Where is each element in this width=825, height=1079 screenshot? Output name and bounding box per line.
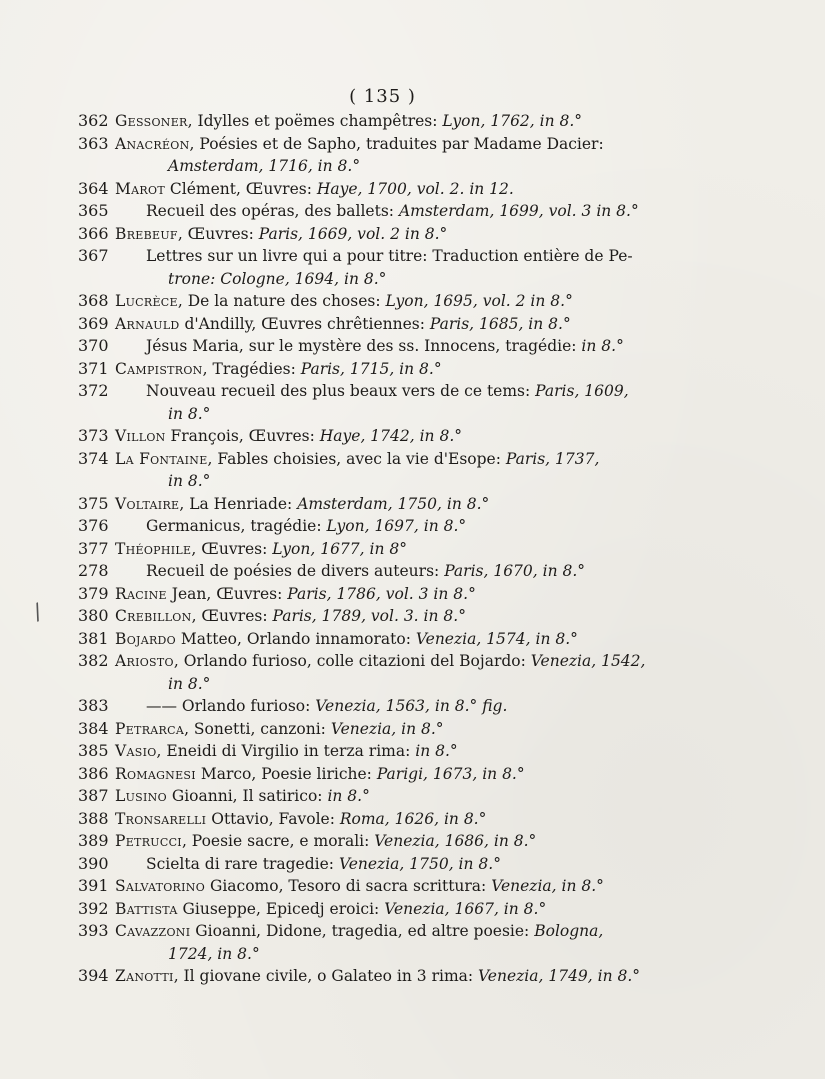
- entry-number: 388: [78, 808, 109, 828]
- entry-text: [115, 875, 604, 898]
- catalog-entry: [78, 830, 690, 853]
- catalog-entry: [78, 965, 690, 988]
- entry-title: Jean, Œuvres:: [166, 584, 288, 603]
- catalog-entry: [78, 628, 690, 651]
- entry-author: Gessoner: [115, 112, 188, 130]
- entry-title: Jésus Maria, sur le mystère des ss. Innocens, tragédie:: [146, 337, 582, 355]
- entry-title: , Œuvres:: [191, 539, 273, 558]
- entry-title: , Poésies et de Sapho, traduites par Madame Dacier:: [189, 134, 604, 153]
- entry-imprint: Venezia, 1750, in 8.°: [338, 854, 501, 873]
- entry-author: Théophile: [115, 539, 192, 558]
- entry-text: [146, 200, 639, 223]
- entry-text: [115, 538, 407, 561]
- entry-imprint: Venezia, 1563, in 8.° fig.: [315, 697, 508, 715]
- entry-title: Marco, Poesie liriche:: [195, 764, 377, 783]
- entry-title: , Orlando furioso, colle citazioni del Bojardo:: [173, 652, 531, 670]
- entry-author: Lucrèce: [115, 292, 178, 310]
- entry-author: Marot: [115, 179, 165, 198]
- catalog-entry: [78, 605, 690, 628]
- entry-imprint: Roma, 1626, in 8.°: [339, 809, 487, 828]
- entry-title: Germanicus, tragédie:: [146, 517, 327, 535]
- entry-continuation: Amsterdam, 1716, in 8.°: [168, 157, 361, 175]
- entry-author: Brebeuf: [115, 224, 178, 243]
- entry-author: Cavazzoni: [115, 922, 191, 940]
- catalog-entry: [78, 223, 690, 246]
- entry-number: 393: [78, 921, 109, 940]
- entry-imprint: Haye, 1700, vol. 2. in 12.: [316, 179, 514, 198]
- entry-text: [146, 380, 629, 403]
- entry-title: , Sonetti, canzoni:: [184, 719, 331, 738]
- entry-number: 373: [78, 426, 109, 445]
- entry-number: 384: [78, 718, 109, 738]
- entry-imprint: Paris, 1786, vol. 3 in 8.°: [287, 584, 476, 603]
- entry-imprint: Amsterdam, 1699, vol. 3 in 8.°: [398, 202, 639, 220]
- catalog-entry-continuation: [78, 268, 690, 291]
- entry-text: [146, 245, 633, 268]
- entry-text: [115, 808, 486, 831]
- entry-text: [146, 560, 585, 583]
- entry-number: 381: [78, 628, 109, 648]
- entry-number: 394: [78, 966, 109, 985]
- entry-text: [115, 133, 604, 156]
- entry-text: [115, 290, 573, 313]
- catalog-entry: [78, 178, 690, 201]
- entry-number: 375: [78, 493, 109, 513]
- entry-text: [115, 178, 514, 201]
- entry-title: Nouveau recueil des plus beaux vers de ce tems:: [146, 382, 536, 400]
- catalog-entry: [78, 335, 690, 358]
- entry-text: [115, 920, 603, 943]
- catalog-entry: [78, 425, 690, 448]
- entry-author: Petrarca: [115, 719, 185, 738]
- entry-title: Matteo, Orlando innamorato:: [175, 629, 416, 648]
- entry-number: 379: [78, 583, 109, 603]
- entry-author: Arnauld: [115, 314, 180, 333]
- catalog-entry: [78, 448, 690, 471]
- entry-imprint: Paris, 1609,: [535, 382, 629, 400]
- entry-number: 370: [78, 336, 109, 355]
- entry-number: 363: [78, 133, 109, 153]
- entry-number: 278: [78, 561, 109, 580]
- entry-text: [115, 628, 578, 651]
- catalog-entry: [78, 493, 690, 516]
- entry-imprint: Lyon, 1762, in 8.°: [442, 112, 583, 130]
- entry-number: 367: [78, 246, 109, 265]
- entry-number: 391: [78, 876, 109, 895]
- entry-number: 369: [78, 313, 109, 333]
- entry-title: François, Œuvres:: [165, 427, 320, 445]
- catalog-entry-continuation: [78, 673, 690, 696]
- entry-author: Anacréon: [115, 134, 190, 153]
- entry-text: [115, 763, 525, 786]
- entry-author: Battista: [115, 899, 178, 918]
- catalog-entry: [78, 245, 690, 268]
- entry-imprint: Paris, 1715, in 8.°: [300, 359, 442, 378]
- entry-text: [115, 425, 462, 448]
- entry-imprint: Lyon, 1677, in 8°: [272, 539, 407, 558]
- catalog-entry: [78, 740, 690, 763]
- page-number: ( 135 ): [349, 86, 416, 107]
- entry-text: [115, 313, 571, 336]
- entry-text: [115, 830, 536, 853]
- entry-title: , Œuvres:: [191, 607, 273, 625]
- entry-title: , De la nature des choses:: [177, 292, 386, 310]
- catalog-entry: [78, 515, 690, 538]
- entry-number: 380: [78, 606, 109, 625]
- entry-title: Recueil des opéras, des ballets:: [146, 202, 399, 220]
- entry-imprint: Paris, 1789, vol. 3. in 8.°: [272, 607, 466, 625]
- catalog-entry: [78, 920, 690, 943]
- entry-author: Romagnesi: [115, 764, 196, 783]
- entry-title: , Œuvres:: [177, 224, 259, 243]
- entry-number: 371: [78, 358, 109, 378]
- entry-title: —— Orlando furioso:: [146, 697, 316, 715]
- entry-imprint: in 8.°: [327, 787, 370, 805]
- entry-title: d'Andilly, Œuvres chrêtiennes:: [179, 314, 430, 333]
- entry-imprint: Venezia, in 8.°: [491, 877, 604, 895]
- entry-number: 392: [78, 898, 109, 918]
- entry-continuation: trone: Cologne, 1694, in 8.°: [168, 269, 387, 288]
- entry-imprint: in 8.°: [581, 337, 624, 355]
- entry-imprint: Lyon, 1697, in 8.°: [326, 517, 467, 535]
- entry-text: [115, 740, 458, 763]
- entry-number: 362: [78, 111, 109, 130]
- entry-continuation: 1724, in 8.°: [168, 944, 260, 963]
- margin-pencil-mark: /: [29, 599, 46, 626]
- catalog-entry: [78, 538, 690, 561]
- catalog-entry: [78, 560, 690, 583]
- entry-text: [146, 853, 501, 876]
- entry-number: 386: [78, 763, 109, 783]
- entry-continuation: in 8.°: [168, 472, 211, 490]
- catalog-entry: [78, 290, 690, 313]
- entry-text: [115, 493, 489, 516]
- catalog-entry: [78, 380, 690, 403]
- entry-imprint: Parigi, 1673, in 8.°: [376, 764, 525, 783]
- entry-imprint: Venezia, in 8.°: [330, 719, 444, 738]
- entry-number: 383: [78, 696, 109, 715]
- entry-text: [146, 695, 507, 718]
- entry-title: Giacomo, Tesoro di sacra scrittura:: [205, 877, 492, 895]
- entry-text: [115, 965, 640, 988]
- entry-text: [115, 785, 370, 808]
- entry-imprint: Venezia, 1667, in 8.°: [384, 899, 547, 918]
- entry-title: , Eneidi di Virgilio in terza rima:: [156, 742, 416, 760]
- entry-imprint: Paris, 1669, vol. 2 in 8.°: [258, 224, 448, 243]
- entry-title: Lettres sur un livre qui a pour titre: Traduction entière de Pe-: [146, 247, 633, 265]
- catalog-entry: [78, 808, 690, 831]
- entry-author: Campistron: [115, 359, 203, 378]
- entry-number: 376: [78, 516, 109, 535]
- catalog-entry: [78, 785, 690, 808]
- catalog-entry: [78, 695, 690, 718]
- entry-text: [115, 110, 582, 133]
- entry-text: [115, 650, 645, 673]
- entry-continuation: in 8.°: [168, 674, 211, 693]
- entry-imprint: Venezia, 1749, in 8.°: [478, 967, 641, 985]
- entry-imprint: Paris, 1670, in 8.°: [444, 562, 586, 580]
- entry-imprint: Venezia, 1574, in 8.°: [415, 629, 578, 648]
- entry-author: Bojardo: [115, 629, 176, 648]
- entry-number: 377: [78, 538, 109, 558]
- catalog-entry: [78, 200, 690, 223]
- catalog-entry: [78, 133, 690, 156]
- entry-author: Petrucci: [115, 832, 182, 850]
- catalog-entry: [78, 875, 690, 898]
- entry-title: , La Henriade:: [179, 494, 298, 513]
- catalog-entry: [78, 718, 690, 741]
- catalog-entry: [78, 853, 690, 876]
- catalog-entry: [78, 650, 690, 673]
- entry-title: , Fables choisies, avec la vie d'Esope:: [207, 449, 506, 468]
- entry-number: 364: [78, 178, 109, 198]
- entry-imprint: in 8.°: [415, 742, 458, 760]
- entry-author: Ariosto: [115, 652, 174, 670]
- entry-title: Giuseppe, Epicedj eroici:: [177, 899, 385, 918]
- entry-text: [115, 358, 442, 381]
- entry-author: Racine: [115, 584, 167, 603]
- entry-title: Recueil de poésies de divers auteurs:: [146, 562, 445, 580]
- entry-number: 389: [78, 831, 109, 850]
- entry-author: La Fontaine: [115, 449, 208, 468]
- catalog-entry: [78, 898, 690, 921]
- entry-text: [146, 515, 466, 538]
- entry-author: Vasio: [115, 742, 157, 760]
- entry-number: 374: [78, 448, 109, 468]
- entry-title: , Idylles et poëmes champêtres:: [187, 112, 443, 130]
- catalog-entry: [78, 313, 690, 336]
- entry-author: Lusino: [115, 787, 167, 805]
- entry-imprint: Bologna,: [534, 922, 604, 940]
- entry-title: Gioanni, Didone, tragedia, ed altre poesie:: [190, 922, 535, 940]
- entry-title: Scielta di rare tragedie:: [146, 854, 339, 873]
- entry-title: Clément, Œuvres:: [164, 179, 317, 198]
- catalog-entry: [78, 358, 690, 381]
- entry-number: 366: [78, 223, 109, 243]
- entry-author: Zanotti: [115, 967, 174, 985]
- catalog-entries: [78, 110, 690, 988]
- entry-number: 390: [78, 853, 109, 873]
- entry-text: [115, 605, 466, 628]
- entry-continuation: in 8.°: [168, 404, 211, 423]
- entry-text: [115, 898, 546, 921]
- entry-author: Crebillon: [115, 607, 192, 625]
- entry-author: Salvatorino: [115, 877, 206, 895]
- entry-title: , Tragédies:: [202, 359, 301, 378]
- catalog-entry-continuation: [78, 943, 690, 966]
- entry-number: 385: [78, 741, 109, 760]
- entry-text: [115, 448, 599, 471]
- entry-author: Villon: [115, 427, 166, 445]
- entry-imprint: Lyon, 1695, vol. 2 in 8.°: [385, 292, 573, 310]
- entry-number: 382: [78, 651, 109, 670]
- catalog-entry-continuation: [78, 155, 690, 178]
- entry-title: Gioanni, Il satirico:: [166, 787, 328, 805]
- entry-number: 372: [78, 381, 109, 400]
- entry-text: [115, 583, 476, 606]
- catalog-entry-continuation: [78, 403, 690, 426]
- entry-imprint: Amsterdam, 1750, in 8.°: [297, 494, 490, 513]
- entry-title: , Il giovane civile, o Galateo in 3 rima:: [173, 967, 479, 985]
- entry-number: 365: [78, 201, 109, 220]
- entry-number: 387: [78, 786, 109, 805]
- entry-number: 368: [78, 291, 109, 310]
- entry-imprint: Paris, 1737,: [505, 449, 600, 468]
- catalog-entry: [78, 110, 690, 133]
- entry-imprint: Haye, 1742, in 8.°: [319, 427, 462, 445]
- entry-author: Voltaire: [115, 494, 180, 513]
- entry-text: [115, 718, 444, 741]
- entry-imprint: Paris, 1685, in 8.°: [429, 314, 571, 333]
- entry-title: , Poesie sacre, e morali:: [181, 832, 375, 850]
- catalog-entry: [78, 583, 690, 606]
- catalog-entry-continuation: [78, 470, 690, 493]
- entry-text: [146, 335, 624, 358]
- entry-imprint: Venezia, 1686, in 8.°: [374, 832, 537, 850]
- entry-author: Tronsarelli: [115, 809, 207, 828]
- entry-imprint: Venezia, 1542,: [530, 652, 646, 670]
- entry-text: [115, 223, 447, 246]
- catalog-entry: [78, 763, 690, 786]
- entry-title: Ottavio, Favole:: [206, 809, 340, 828]
